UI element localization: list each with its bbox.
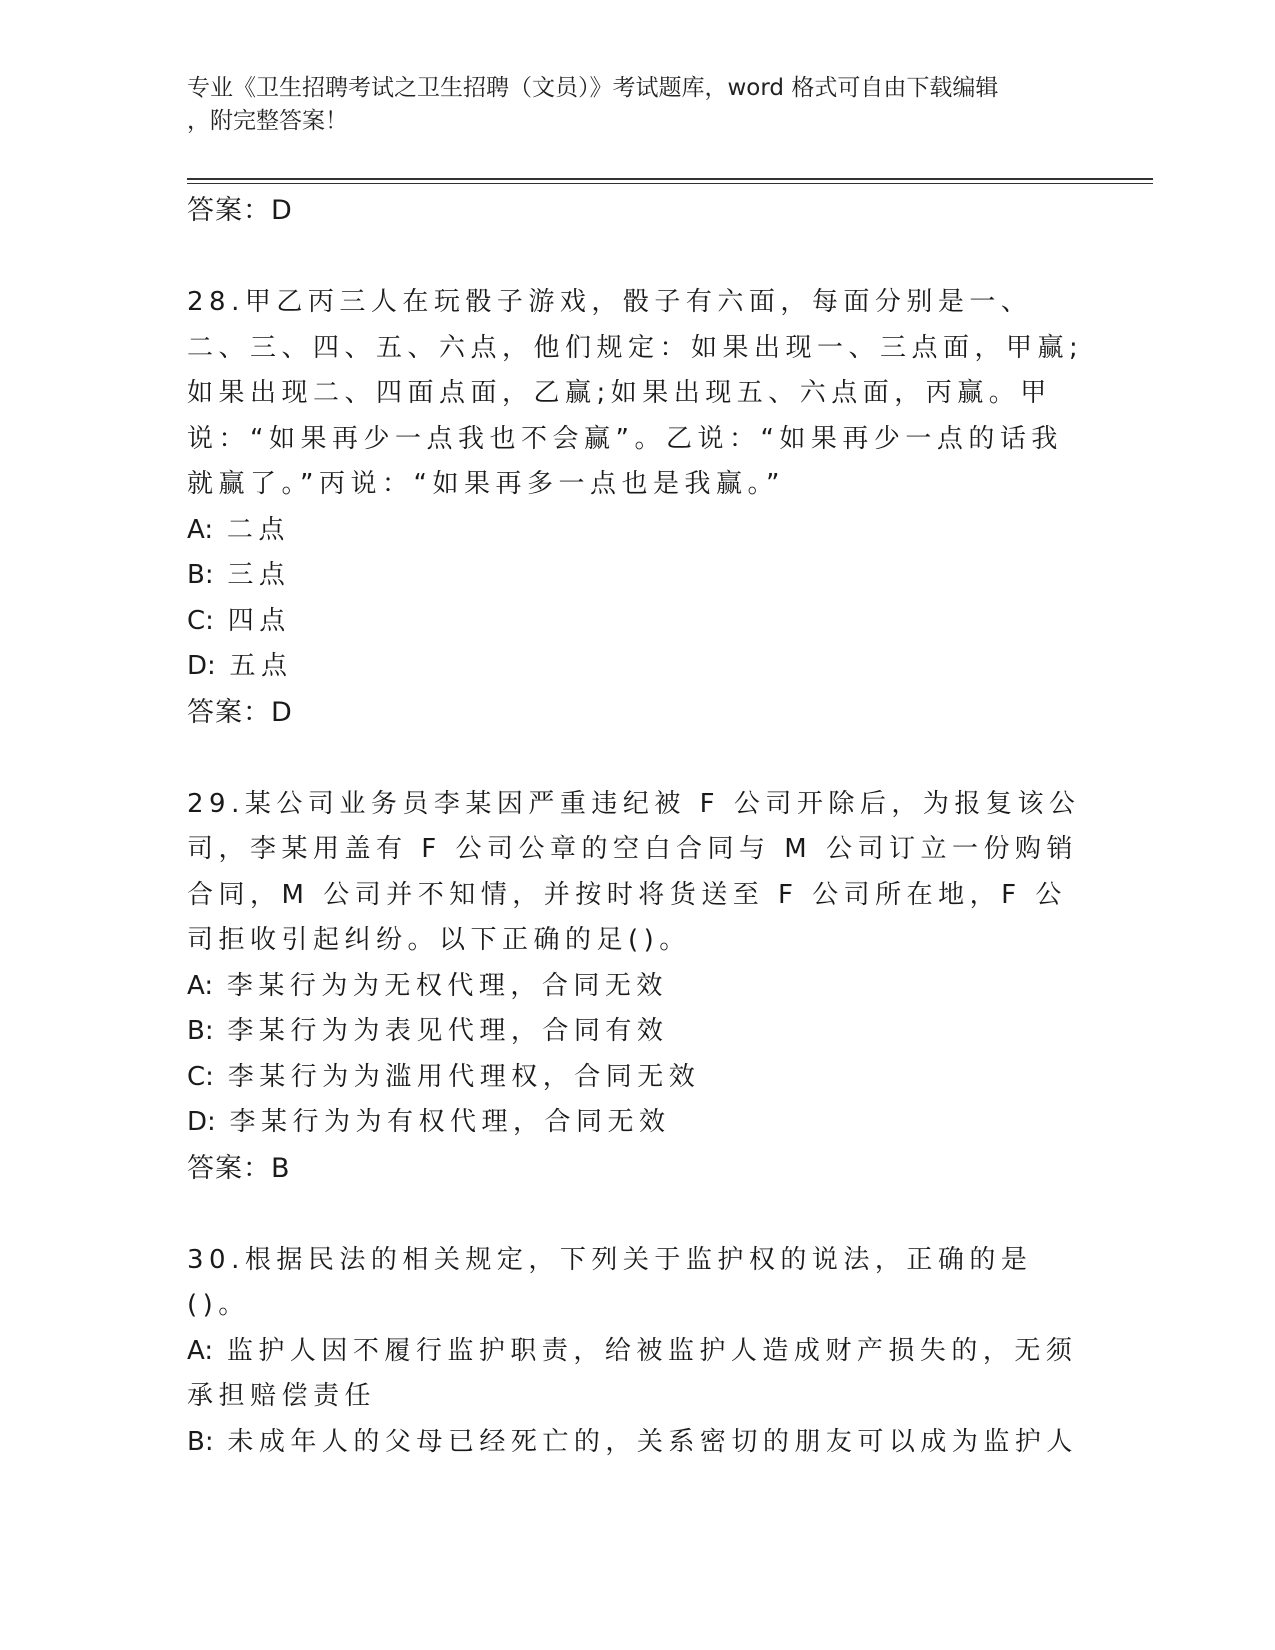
option-b: B: 未成年人的父母已经死亡的，关系密切的朋友可以成为监护人 xyxy=(187,1426,1078,1457)
header-line-2: ，附完整答案！ xyxy=(187,108,348,134)
page-header xyxy=(187,72,1067,138)
header-line-1: 专业《卫生招聘考试之卫生招聘（文员）》考试题库，word 格式可自由下载编辑 xyxy=(187,75,999,101)
option-d: D: 李某行为为有权代理，合同无效 xyxy=(187,1107,671,1137)
question-28 xyxy=(187,280,1087,736)
answer-line: 答案：D xyxy=(187,195,293,226)
option-b: B: 李某行为为表见代理，合同有效 xyxy=(187,1016,669,1046)
option-d: D: 五点 xyxy=(187,651,293,681)
question-stem: 28.甲乙丙三人在玩骰子游戏，骰子有六面，每面分别是一、二、三、四、五、六点，他们规定：如果出现一、三点面，甲赢;如果出现二、四面点面，乙赢;如果出现五、六点面，丙赢。甲说：“如果再少一点我也不会赢”。乙说：“如果再少一点的话我就赢了。”丙说：“如果再多一点也是我赢。” xyxy=(187,287,1084,499)
header-divider-thin xyxy=(187,183,1153,184)
answer-line: 答案：D xyxy=(187,696,293,728)
option-c: C: 李某行为为滥用代理权，合同无效 xyxy=(187,1061,701,1092)
option-b: B: 三点 xyxy=(187,560,291,590)
question-stem: 29.某公司业务员李某因严重违纪被 F 公司开除后，为报复该公司，李某用盖有 F 公司公章的空白合同与 M 公司订立一份购销合同，M 公司并不知情，并按时将货送至 F 公司所在地，F 公司拒收引起纠纷。以下正确的足()。 xyxy=(187,788,1081,955)
question-stem: 30.根据民法的相关规定，下列关于监护权的说法，正确的是()。 xyxy=(187,1244,1033,1320)
option-a: A: 监护人因不履行监护职责，给被监护人造成财产损失的，无须承担赔偿责任 xyxy=(187,1335,1078,1411)
question-30 xyxy=(187,1238,1087,1466)
option-a: A: 李某行为为无权代理，合同无效 xyxy=(187,970,668,1001)
question-29 xyxy=(187,782,1087,1192)
option-a: A: 二点 xyxy=(187,514,290,545)
answer-line: 答案：B xyxy=(187,1152,291,1184)
header-divider xyxy=(187,178,1153,180)
question-list xyxy=(187,188,1087,1465)
option-c: C: 四点 xyxy=(187,605,291,636)
